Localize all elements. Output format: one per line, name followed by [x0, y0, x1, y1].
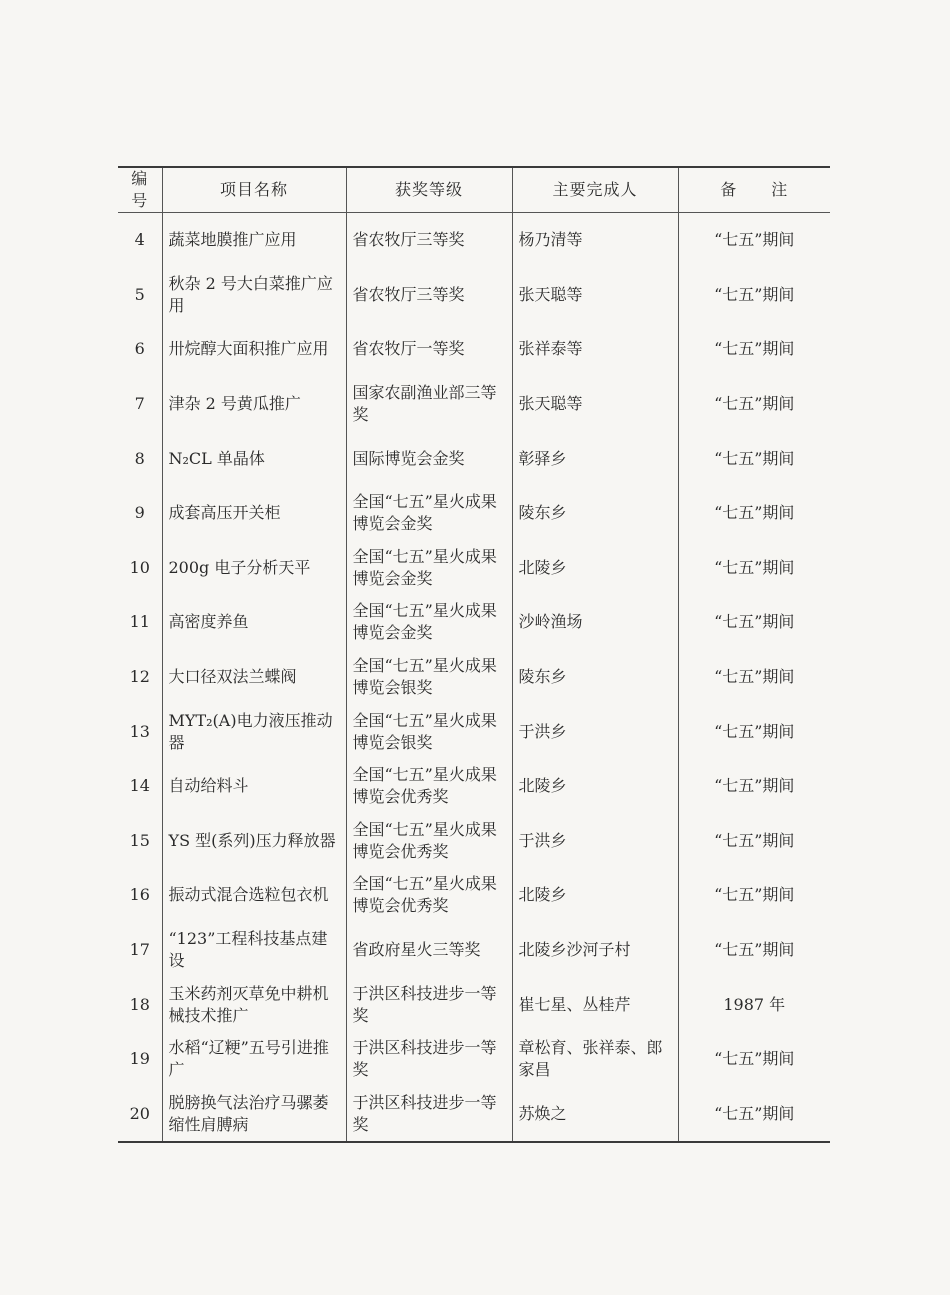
cell-project-name: MYT₂(A)电力液压推动器 [162, 704, 346, 759]
cell-award-level: 全国“七五”星火成果博览会优秀奖 [346, 868, 512, 923]
cell-note: “七五”期间 [678, 1087, 830, 1143]
table-row [118, 868, 830, 923]
cell-note: “七五”期间 [678, 213, 830, 268]
cell-main-people: 张祥泰等 [512, 322, 678, 377]
cell-num: 17 [129, 940, 150, 960]
cell-award-level: 于洪区科技进步一等奖 [346, 1087, 512, 1143]
cell-main-people: 北陵乡沙河子村 [512, 923, 678, 978]
table-row [118, 704, 830, 759]
cell-main-people: 章松育、张祥泰、郎家昌 [512, 1032, 678, 1087]
table-body [118, 213, 830, 1143]
cell-award-level: 省政府星火三等奖 [346, 923, 512, 978]
table-row [118, 1087, 830, 1143]
cell-main-people: 陵东乡 [512, 650, 678, 705]
cell-award-level: 全国“七五”星火成果博览会金奖 [346, 595, 512, 650]
table-row [118, 268, 830, 323]
cell-award-level: 国际博览会金奖 [346, 431, 512, 486]
cell-note: “七五”期间 [678, 1032, 830, 1087]
cell-project-name: 玉米药剂灭草免中耕机械技术推广 [162, 977, 346, 1032]
cell-main-people: 彰驿乡 [512, 431, 678, 486]
cell-award-level: 全国“七五”星火成果博览会银奖 [346, 704, 512, 759]
cell-num: 18 [129, 994, 150, 1014]
awards-table [118, 166, 830, 1143]
header-num: 编号 [118, 167, 162, 213]
table-row [118, 977, 830, 1032]
cell-award-level: 于洪区科技进步一等奖 [346, 977, 512, 1032]
cell-project-name: 高密度养鱼 [162, 595, 346, 650]
cell-main-people: 崔七星、丛桂芹 [512, 977, 678, 1032]
cell-note: “七五”期间 [678, 704, 830, 759]
cell-note: “七五”期间 [678, 759, 830, 814]
table-row [118, 431, 830, 486]
cell-note: “七五”期间 [678, 377, 830, 432]
cell-num: 9 [134, 503, 145, 523]
table-row [118, 1032, 830, 1087]
cell-project-name: 秋杂 2 号大白菜推广应用 [162, 268, 346, 323]
table-row [118, 759, 830, 814]
cell-project-name: 水稻“辽粳”五号引进推广 [162, 1032, 346, 1087]
cell-project-name: 200g 电子分析天平 [162, 541, 346, 596]
table-row [118, 923, 830, 978]
cell-project-name: N₂CL 单晶体 [162, 431, 346, 486]
cell-award-level: 全国“七五”星火成果博览会银奖 [346, 650, 512, 705]
cell-award-level: 全国“七五”星火成果博览会金奖 [346, 486, 512, 541]
table-row [118, 595, 830, 650]
cell-num: 15 [129, 830, 150, 850]
cell-project-name: 大口径双法兰蝶阀 [162, 650, 346, 705]
cell-award-level: 省农牧厅三等奖 [346, 268, 512, 323]
cell-project-name: 自动给料斗 [162, 759, 346, 814]
cell-num: 6 [134, 339, 145, 359]
cell-main-people: 北陵乡 [512, 541, 678, 596]
cell-note: “七五”期间 [678, 650, 830, 705]
cell-award-level: 省农牧厅三等奖 [346, 213, 512, 268]
cell-main-people: 于洪乡 [512, 704, 678, 759]
cell-note: “七五”期间 [678, 541, 830, 596]
cell-num: 16 [129, 885, 150, 905]
table-row [118, 650, 830, 705]
cell-award-level: 全国“七五”星火成果博览会优秀奖 [346, 759, 512, 814]
cell-num: 10 [129, 557, 150, 577]
cell-num: 12 [129, 667, 150, 687]
cell-project-name: “123”工程科技基点建设 [162, 923, 346, 978]
table-row [118, 486, 830, 541]
cell-num: 5 [134, 284, 145, 304]
cell-num: 4 [134, 230, 145, 250]
header-people: 主要完成人 [512, 167, 678, 213]
cell-num: 11 [129, 612, 150, 632]
cell-project-name: 脱膀换气法治疗马骡萎缩性肩膊病 [162, 1087, 346, 1143]
cell-note: “七五”期间 [678, 868, 830, 923]
cell-main-people: 苏焕之 [512, 1087, 678, 1143]
cell-main-people: 于洪乡 [512, 814, 678, 869]
cell-award-level: 全国“七五”星火成果博览会金奖 [346, 541, 512, 596]
cell-project-name: 卅烷醇大面积推广应用 [162, 322, 346, 377]
table-row [118, 814, 830, 869]
cell-main-people: 北陵乡 [512, 759, 678, 814]
cell-project-name: 振动式混合选粒包衣机 [162, 868, 346, 923]
cell-note: “七五”期间 [678, 322, 830, 377]
cell-note: “七五”期间 [678, 268, 830, 323]
cell-note: “七五”期间 [678, 431, 830, 486]
cell-project-name: 津杂 2 号黄瓜推广 [162, 377, 346, 432]
cell-main-people: 杨乃清等 [512, 213, 678, 268]
cell-note: “七五”期间 [678, 486, 830, 541]
cell-note: “七五”期间 [678, 595, 830, 650]
table-row [118, 541, 830, 596]
cell-num: 14 [129, 776, 150, 796]
cell-note: “七五”期间 [678, 814, 830, 869]
header-note: 备 注 [678, 167, 830, 213]
cell-num: 20 [129, 1103, 150, 1123]
header-name: 项目名称 [162, 167, 346, 213]
cell-award-level: 省农牧厅一等奖 [346, 322, 512, 377]
cell-note: “七五”期间 [678, 923, 830, 978]
cell-main-people: 沙岭渔场 [512, 595, 678, 650]
table-header-row [118, 167, 830, 213]
cell-award-level: 于洪区科技进步一等奖 [346, 1032, 512, 1087]
cell-project-name: 成套高压开关柜 [162, 486, 346, 541]
cell-main-people: 张天聪等 [512, 377, 678, 432]
cell-note: 1987 年 [678, 977, 830, 1032]
cell-num: 19 [129, 1049, 150, 1069]
cell-award-level: 全国“七五”星火成果博览会优秀奖 [346, 814, 512, 869]
cell-num: 13 [129, 721, 150, 741]
cell-award-level: 国家农副渔业部三等奖 [346, 377, 512, 432]
cell-num: 7 [134, 394, 145, 414]
cell-project-name: YS 型(系列)压力释放器 [162, 814, 346, 869]
table-row [118, 322, 830, 377]
cell-main-people: 北陵乡 [512, 868, 678, 923]
cell-num: 8 [134, 448, 145, 468]
cell-main-people: 张天聪等 [512, 268, 678, 323]
table-row [118, 213, 830, 268]
cell-main-people: 陵东乡 [512, 486, 678, 541]
table-row [118, 377, 830, 432]
cell-project-name: 蔬菜地膜推广应用 [162, 213, 346, 268]
header-award: 获奖等级 [346, 167, 512, 213]
